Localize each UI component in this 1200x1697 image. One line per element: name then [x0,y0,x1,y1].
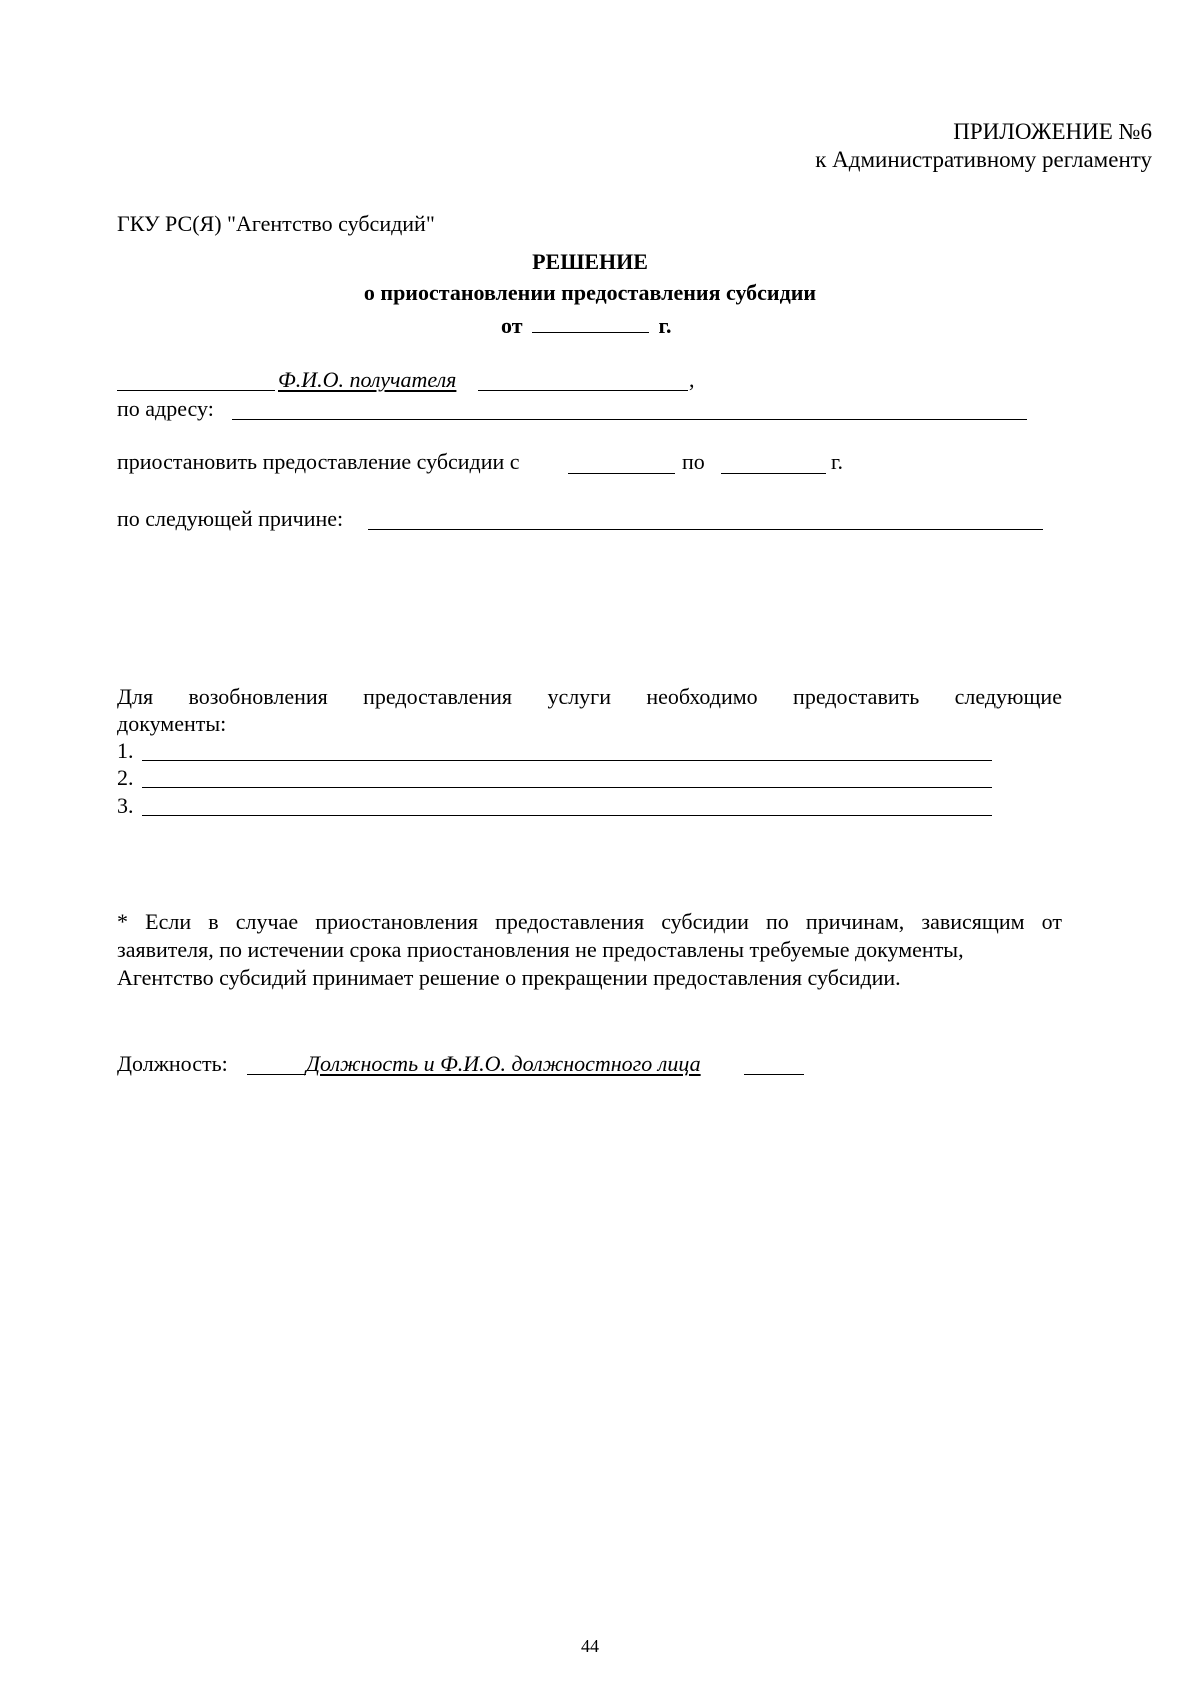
resume-word: услуги [547,684,611,709]
document-item-blank[interactable] [142,815,992,816]
document-item-number: 3. [117,793,134,818]
decision-date-suffix: г. [658,313,672,338]
signature-blank-right[interactable] [744,1074,804,1075]
document-item-blank[interactable] [142,787,992,788]
suspension-text: приостановить предоставление субсидии с [117,449,520,474]
recipient-fio-blank-right[interactable] [478,390,688,391]
suspension-to-text: по [682,449,705,474]
resume-word: необходимо [646,684,758,709]
resume-word: предоставления [363,684,513,709]
resume-word: следующие [954,684,1062,709]
document-item-number: 1. [117,738,134,763]
organization-name: ГКУ РС(Я) "Агентство субсидий" [117,211,435,236]
resume-text-line2: документы: [117,711,227,736]
signature-label: Должность: [117,1051,228,1076]
resume-text-line1 [117,686,1062,708]
appendix-title: ПРИЛОЖЕНИЕ №6 [953,119,1152,144]
document-item-blank[interactable] [142,760,992,761]
note-line1 [117,911,1062,933]
decision-title: РЕШЕНИЕ [532,249,648,274]
note-line3: Агентство субсидий принимает решение о прекращении предоставления субсидии. [117,965,901,990]
address-label: по адресу: [117,396,214,421]
suspension-year-suffix: г. [831,449,844,474]
signature-blank-left[interactable] [247,1074,306,1075]
recipient-fio-blank-left[interactable] [117,390,275,391]
decision-date-prefix: от [501,313,523,338]
decision-date-blank[interactable] [532,310,649,333]
decision-subtitle: о приостановлении предоставления субсидии [363,280,817,305]
resume-word: Для [117,684,154,709]
recipient-fio-label: Ф.И.О. получателя [278,367,457,392]
note-line1-text: * Если в случае приостановления предоставления субсидии по причинам, зависящим от [117,909,1062,934]
suspension-start-date-blank[interactable] [568,473,675,474]
signature-value: Должность и Ф.И.О. должностного лица [306,1051,701,1076]
reason-blank[interactable] [368,529,1043,530]
page-number: 44 [581,1636,599,1656]
document-item-number: 2. [117,765,134,790]
reason-label: по следующей причине: [117,506,344,531]
address-blank[interactable] [232,419,1027,420]
recipient-fio-comma: , [689,367,695,392]
resume-word: предоставить [793,684,920,709]
resume-word: возобновления [188,684,328,709]
appendix-subtitle: к Административному регламенту [815,147,1152,172]
decision-date [501,310,672,337]
note-line2: заявителя, по истечении срока приостановления не предоставлены требуемые документы, [117,937,964,962]
suspension-end-date-blank[interactable] [721,473,826,474]
